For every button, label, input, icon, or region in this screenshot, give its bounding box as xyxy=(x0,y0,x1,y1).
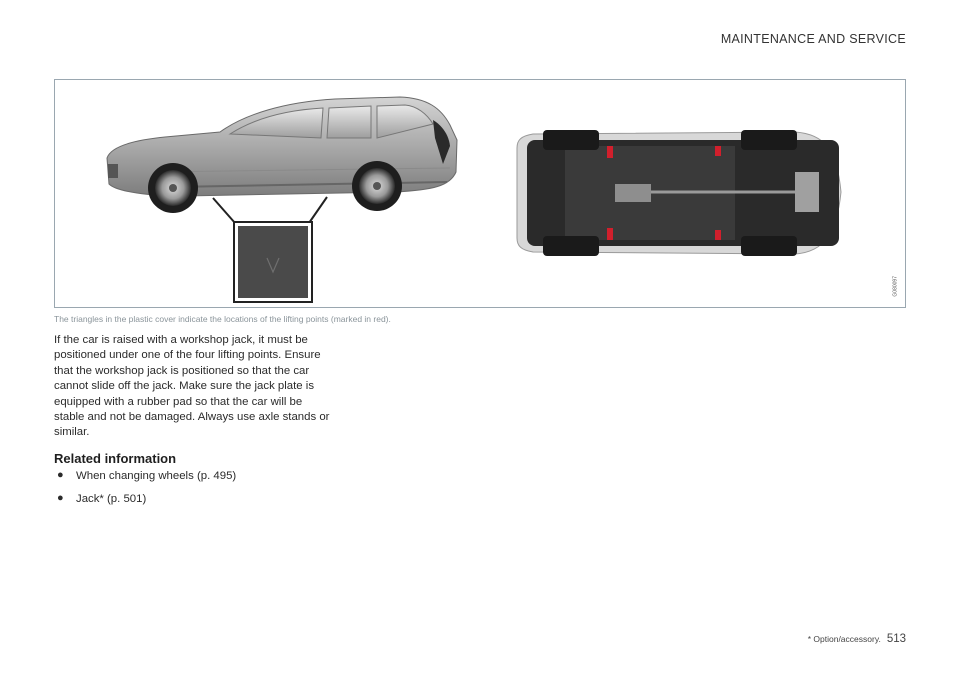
section-title: MAINTENANCE AND SERVICE xyxy=(720,32,906,46)
related-list xyxy=(54,470,236,516)
related-link-jack[interactable]: Jack* (p. 501) xyxy=(76,493,147,505)
page-footer xyxy=(808,633,906,645)
list-item[interactable] xyxy=(54,493,236,516)
lifting-point-marker xyxy=(607,146,613,158)
body-paragraph: If the car is raised with a workshop jack, it must be positioned under one of the four lifting points. Ensure that the workshop jack is positioned so that the car cannot slide off the jack. Make sure the jack plate is equipped with a rubber pad so that the car will be stable and not be damaged. Always use axle stands or similar. xyxy=(54,334,330,439)
lifting-point-marker xyxy=(607,228,613,240)
bullet-icon: ● xyxy=(57,469,64,481)
car-side-view xyxy=(107,97,457,213)
figure-caption: The triangles in the plastic cover indicate the locations of the lifting points (marked in red). xyxy=(54,314,391,324)
footnote: * Option/accessory. xyxy=(807,634,881,644)
lifting-point-marker xyxy=(715,146,721,156)
car-underside-view xyxy=(517,130,841,256)
related-link-changing-wheels[interactable]: When changing wheels (p. 495) xyxy=(76,470,237,482)
page-number: 513 xyxy=(886,633,906,645)
figure-id: G080097 xyxy=(893,276,899,297)
lifting-points-figure xyxy=(54,79,906,308)
pointer-lines xyxy=(213,197,327,223)
lifting-point-marker xyxy=(715,230,721,240)
lifting-point-inset xyxy=(234,222,312,302)
list-item[interactable] xyxy=(54,470,236,493)
car-illustration xyxy=(55,80,907,309)
related-information-heading: Related information xyxy=(54,451,177,466)
bullet-icon: ● xyxy=(57,492,64,504)
